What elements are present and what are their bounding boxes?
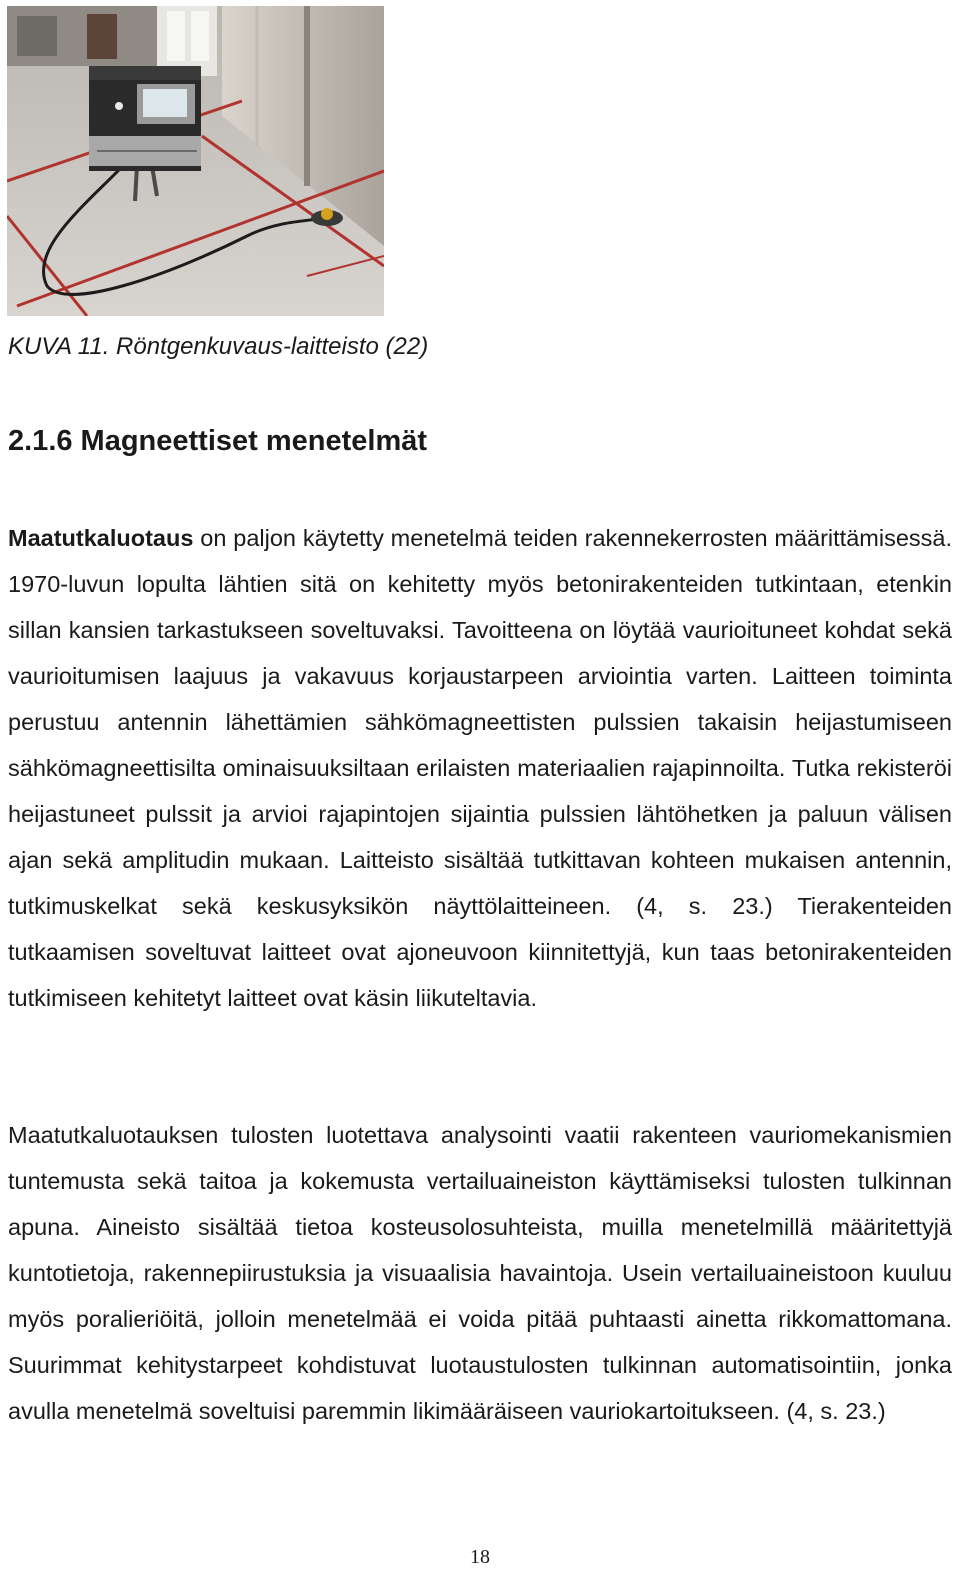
body-paragraph-1 — [8, 515, 952, 1021]
page-number: 18 — [470, 1546, 490, 1568]
equipment-photo — [7, 6, 384, 316]
figure-caption: KUVA 11. Röntgenkuvaus-laitteisto (22) — [8, 333, 429, 360]
body-paragraph-2: Maatutkaluotauksen tulosten luotettava analysointi vaatii rakenteen vauriomekanismien tuntemusta sekä taitoa ja kokemusta vertailuaineiston käyttämiseksi tulosten tulkinnan apuna. Aineisto sisältää tietoa kosteusolosuhteista, muilla menetelmillä määritettyjä kuntotietoja, rakennepiirustuksia ja visuaalisia havaintoja. Usein vertailuaineistoon kuuluu myös poralieriöitä, jolloin menetelmää ei voida pitää puhtaasti ainetta rikkomattomana. Suurimmat kehitystarpeet kohdistuvat luotaustulosten tulkinnan automatisointiin, jonka avulla menetelmä soveltuisi paremmin likimääräiseen vauriokartoitukseen. (4, s. 23.) — [8, 1122, 952, 1424]
lead-term: Maatutkaluotaus — [8, 525, 194, 551]
paragraph-1-text: on paljon käytetty menetelmä teiden rakennekerrosten määrittämisessä. 1970-luvun lopulta lähtien sitä on kehitetty myös betonirakenteiden tutkintaan, etenkin sillan kansien tarkastukseen soveltuvaksi. Tavoitteena on löytää vaurioituneet kohdat sekä vaurioitumisen laajuus ja vakavuus korjaustarpeen arviointia varten. Laitteen toiminta perustuu antennin lähettämien sähkömagneettisten pulssien takaisin heijastumiseen sähkömagneettisilta ominaisuuksiltaan erilaisten materiaalien rajapinnoilta. Tutka rekisteröi heijastuneet pulssit ja arvioi rajapintojen sijaintia pulssien lähtöhetken ja paluun välisen ajan sekä amplitudin mukaan. Laitteisto sisältää tutkittavan kohteen mukaisen antennin, tutkimuskelkat sekä keskusyksikön näyttölaitteineen. (4, s. 23.) Tierakenteiden tutkaamisen soveltuvat laitteet ovat ajoneuvoon kiinnitettyjä, kun taas betonirakenteiden tutkimiseen kehitetyt laitteet ovat käsin liikuteltavia. — [8, 525, 952, 1011]
section-heading: 2.1.6 Magneettiset menetelmät — [8, 425, 428, 457]
